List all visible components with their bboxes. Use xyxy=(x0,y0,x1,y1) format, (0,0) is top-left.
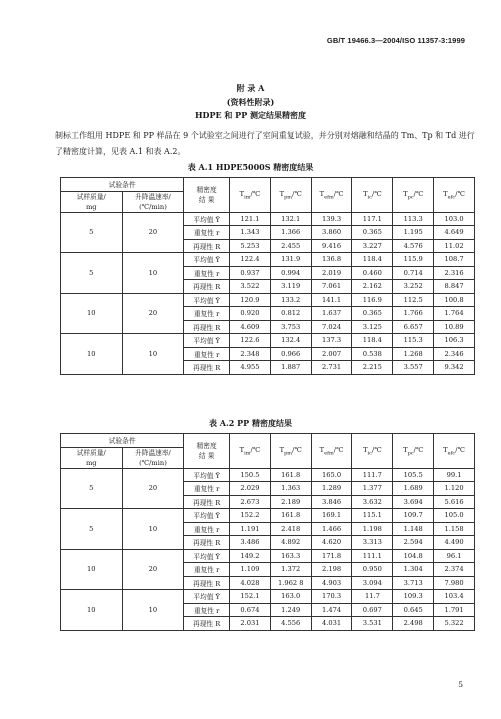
col-header-5: $T_{efc}/℃$ xyxy=(434,178,475,213)
value-cell: 1.289 xyxy=(311,482,352,496)
value-cell: 132.4 xyxy=(270,334,311,348)
value-cell: 1.109 xyxy=(229,563,270,577)
row-label: 重复性 r xyxy=(184,603,230,617)
rate-cell: 10 xyxy=(122,253,184,294)
value-cell: 4.556 xyxy=(270,617,311,631)
row-label: 重复性 r xyxy=(184,563,230,577)
table-pp xyxy=(60,433,475,631)
value-cell: 2.189 xyxy=(270,495,311,509)
rate-cell: 20 xyxy=(122,212,184,253)
value-cell: 100.8 xyxy=(434,293,475,307)
mass-header: 试样质量/ mg xyxy=(61,191,123,212)
value-cell: 133.2 xyxy=(270,293,311,307)
mass-cell: 5 xyxy=(61,212,123,253)
value-cell: 1.343 xyxy=(229,226,270,240)
mass-cell: 10 xyxy=(61,293,123,334)
value-cell: 137.3 xyxy=(311,334,352,348)
value-cell: 5.322 xyxy=(434,617,475,631)
col-header-4: $T_{pc}/℃$ xyxy=(393,178,434,213)
value-cell: 7.980 xyxy=(434,576,475,590)
row-label: 再现性 R xyxy=(184,617,230,631)
value-cell: 3.094 xyxy=(352,576,393,590)
row-label: 再现性 R xyxy=(184,536,230,550)
value-cell: 3.860 xyxy=(311,226,352,240)
table-row xyxy=(61,509,475,523)
value-cell: 1.887 xyxy=(270,361,311,375)
value-cell: 3.252 xyxy=(393,280,434,294)
value-cell: 121.1 xyxy=(229,212,270,226)
value-cell: 117.1 xyxy=(352,212,393,226)
value-cell: 0.966 xyxy=(270,347,311,361)
value-cell: 106.3 xyxy=(434,334,475,348)
row-label: 重复性 r xyxy=(184,482,230,496)
table-hdpe xyxy=(60,177,475,375)
value-cell: 0.937 xyxy=(229,266,270,280)
value-cell: 3.753 xyxy=(270,320,311,334)
mass-cell: 5 xyxy=(61,468,123,509)
value-cell: 122.6 xyxy=(229,334,270,348)
value-cell: 165.0 xyxy=(311,468,352,482)
intro-paragraph: 制标工作组用 HDPE 和 PP 样品在 9 个试验室之间进行了室间重复试验，并分别对熔融和结晶的 Tm、Tp 和 Td 进行了精密度计算，见表 A.1 和表 A.2。 xyxy=(55,131,475,156)
mass-cell: 10 xyxy=(61,549,123,590)
value-cell: 2.594 xyxy=(393,536,434,550)
col-header-3: $T_{ic}/℃$ xyxy=(352,178,393,213)
page-header: GB/T 19466.3—2004/ISO 11357-3:1999 xyxy=(326,36,465,45)
value-cell: 1.120 xyxy=(434,482,475,496)
value-cell: 152.2 xyxy=(229,509,270,523)
value-cell: 1.198 xyxy=(352,522,393,536)
value-cell: 170.3 xyxy=(311,590,352,604)
rate-cell: 20 xyxy=(122,468,184,509)
table-row xyxy=(61,293,475,307)
rate-cell: 10 xyxy=(122,509,184,550)
value-cell: 169.1 xyxy=(311,509,352,523)
value-cell: 0.645 xyxy=(393,603,434,617)
value-cell: 149.2 xyxy=(229,549,270,563)
table-row xyxy=(61,468,475,482)
value-cell: 0.994 xyxy=(270,266,311,280)
value-cell: 0.674 xyxy=(229,603,270,617)
value-cell: 1.466 xyxy=(311,522,352,536)
row-label: 平均值 Ȳ xyxy=(184,509,230,523)
row-label: 平均值 Ȳ xyxy=(184,590,230,604)
value-cell: 3.846 xyxy=(311,495,352,509)
value-cell: 115.1 xyxy=(352,509,393,523)
value-cell: 3.227 xyxy=(352,239,393,253)
value-cell: 113.3 xyxy=(393,212,434,226)
value-cell: 120.9 xyxy=(229,293,270,307)
row-label: 再现性 R xyxy=(184,576,230,590)
row-label: 重复性 r xyxy=(184,226,230,240)
value-cell: 4.028 xyxy=(229,576,270,590)
value-cell: 1.637 xyxy=(311,307,352,321)
value-cell: 1.268 xyxy=(393,347,434,361)
col-header-4: $T_{pc}/℃$ xyxy=(393,434,434,469)
value-cell: 115.3 xyxy=(393,334,434,348)
value-cell: 1.766 xyxy=(393,307,434,321)
value-cell: 163.0 xyxy=(270,590,311,604)
value-cell: 171.8 xyxy=(311,549,352,563)
value-cell: 1.195 xyxy=(393,226,434,240)
value-cell: 4.609 xyxy=(229,320,270,334)
value-cell: 4.031 xyxy=(311,617,352,631)
value-cell: 2.031 xyxy=(229,617,270,631)
mass-cell: 10 xyxy=(61,334,123,375)
value-cell: 3.522 xyxy=(229,280,270,294)
value-cell: 1.372 xyxy=(270,563,311,577)
value-cell: 118.4 xyxy=(352,334,393,348)
test-conditions-header: 试验条件 xyxy=(61,434,184,448)
value-cell: 1.249 xyxy=(270,603,311,617)
row-label: 重复性 r xyxy=(184,307,230,321)
value-cell: 111.7 xyxy=(352,468,393,482)
value-cell: 1.689 xyxy=(393,482,434,496)
value-cell: 163.3 xyxy=(270,549,311,563)
value-cell: 3.531 xyxy=(352,617,393,631)
value-cell: 3.486 xyxy=(229,536,270,550)
value-cell: 1.304 xyxy=(393,563,434,577)
precision-header: 精密度 结 果 xyxy=(184,178,230,213)
value-cell: 9.416 xyxy=(311,239,352,253)
value-cell: 3.557 xyxy=(393,361,434,375)
row-label: 再现性 R xyxy=(184,495,230,509)
value-cell: 4.576 xyxy=(393,239,434,253)
rate-cell: 10 xyxy=(122,590,184,631)
table-row xyxy=(61,549,475,563)
value-cell: 1.148 xyxy=(393,522,434,536)
value-cell: 2.316 xyxy=(434,266,475,280)
value-cell: 131.9 xyxy=(270,253,311,267)
appendix-title: 附 录 A xyxy=(236,83,265,93)
col-header-2: $T_{efm}/℃$ xyxy=(311,434,352,469)
value-cell: 111.1 xyxy=(352,549,393,563)
value-cell: 2.348 xyxy=(229,347,270,361)
value-cell: 0.950 xyxy=(352,563,393,577)
value-cell: 116.9 xyxy=(352,293,393,307)
page-number: 5 xyxy=(458,680,463,689)
value-cell: 4.490 xyxy=(434,536,475,550)
value-cell: 108.7 xyxy=(434,253,475,267)
col-header-5: $T_{efc}/℃$ xyxy=(434,434,475,469)
value-cell: 2.029 xyxy=(229,482,270,496)
value-cell: 152.1 xyxy=(229,590,270,604)
value-cell: 7.024 xyxy=(311,320,352,334)
value-cell: 0.697 xyxy=(352,603,393,617)
value-cell: 0.714 xyxy=(393,266,434,280)
value-cell: 4.903 xyxy=(311,576,352,590)
value-cell: 103.0 xyxy=(434,212,475,226)
col-header-0: $T_{im}/℃$ xyxy=(229,178,270,213)
value-cell: 1.366 xyxy=(270,226,311,240)
rate-cell: 10 xyxy=(122,334,184,375)
value-cell: 136.8 xyxy=(311,253,352,267)
value-cell: 0.812 xyxy=(270,307,311,321)
row-label: 再现性 R xyxy=(184,361,230,375)
value-cell: 0.365 xyxy=(352,307,393,321)
value-cell: 103.4 xyxy=(434,590,475,604)
value-cell: 2.162 xyxy=(352,280,393,294)
value-cell: 122.4 xyxy=(229,253,270,267)
value-cell: 161.8 xyxy=(270,468,311,482)
rate-header: 升降温速率/ (℃/min) xyxy=(122,191,184,212)
table2-caption: 表 A.2 PP 精密度结果 xyxy=(209,418,292,428)
value-cell: 2.455 xyxy=(270,239,311,253)
value-cell: 1.363 xyxy=(270,482,311,496)
value-cell: 109.7 xyxy=(393,509,434,523)
table-row xyxy=(61,212,475,226)
appendix-type: (资料性附录) xyxy=(226,97,275,107)
value-cell: 7.061 xyxy=(311,280,352,294)
value-cell: 1.764 xyxy=(434,307,475,321)
value-cell: 1.191 xyxy=(229,522,270,536)
rate-cell: 20 xyxy=(122,549,184,590)
mass-cell: 5 xyxy=(61,253,123,294)
value-cell: 8.847 xyxy=(434,280,475,294)
precision-header: 精密度 结 果 xyxy=(184,434,230,469)
value-cell: 6.657 xyxy=(393,320,434,334)
value-cell: 2.198 xyxy=(311,563,352,577)
value-cell: 104.8 xyxy=(393,549,434,563)
rate-cell: 20 xyxy=(122,293,184,334)
table-row xyxy=(61,334,475,348)
value-cell: 1.962 8 xyxy=(270,576,311,590)
table-row xyxy=(61,590,475,604)
value-cell: 2.019 xyxy=(311,266,352,280)
value-cell: 3.119 xyxy=(270,280,311,294)
value-cell: 2.346 xyxy=(434,347,475,361)
value-cell: 11.02 xyxy=(434,239,475,253)
mass-header: 试样质量/ mg xyxy=(61,447,123,468)
test-conditions-header: 试验条件 xyxy=(61,178,184,192)
appendix-name: HDPE 和 PP 测定结果精密度 xyxy=(195,110,306,120)
table1-caption: 表 A.1 HDPE5000S 精密度结果 xyxy=(187,162,314,172)
value-cell: 2.673 xyxy=(229,495,270,509)
value-cell: 1.474 xyxy=(311,603,352,617)
value-cell: 4.649 xyxy=(434,226,475,240)
row-label: 平均值 Ȳ xyxy=(184,334,230,348)
value-cell: 3.713 xyxy=(393,576,434,590)
row-label: 重复性 r xyxy=(184,266,230,280)
value-cell: 96.1 xyxy=(434,549,475,563)
value-cell: 11.7 xyxy=(352,590,393,604)
value-cell: 112.5 xyxy=(393,293,434,307)
value-cell: 1.377 xyxy=(352,482,393,496)
row-label: 重复性 r xyxy=(184,522,230,536)
value-cell: 1.158 xyxy=(434,522,475,536)
value-cell: 2.498 xyxy=(393,617,434,631)
row-label: 再现性 R xyxy=(184,280,230,294)
col-header-3: $T_{ic}/℃$ xyxy=(352,434,393,469)
value-cell: 0.920 xyxy=(229,307,270,321)
row-label: 重复性 r xyxy=(184,347,230,361)
value-cell: 0.538 xyxy=(352,347,393,361)
value-cell: 2.418 xyxy=(270,522,311,536)
mass-cell: 10 xyxy=(61,590,123,631)
row-label: 平均值 Ȳ xyxy=(184,468,230,482)
value-cell: 141.1 xyxy=(311,293,352,307)
value-cell: 4.620 xyxy=(311,536,352,550)
value-cell: 115.9 xyxy=(393,253,434,267)
value-cell: 139.3 xyxy=(311,212,352,226)
col-header-0: $T_{im}/℃$ xyxy=(229,434,270,469)
value-cell: 3.313 xyxy=(352,536,393,550)
value-cell: 3.694 xyxy=(393,495,434,509)
row-label: 再现性 R xyxy=(184,320,230,334)
value-cell: 2.374 xyxy=(434,563,475,577)
value-cell: 0.365 xyxy=(352,226,393,240)
row-label: 再现性 R xyxy=(184,239,230,253)
value-cell: 118.4 xyxy=(352,253,393,267)
value-cell: 105.5 xyxy=(393,468,434,482)
value-cell: 109.3 xyxy=(393,590,434,604)
value-cell: 99.1 xyxy=(434,468,475,482)
value-cell: 5.253 xyxy=(229,239,270,253)
value-cell: 150.5 xyxy=(229,468,270,482)
value-cell: 105.0 xyxy=(434,509,475,523)
table-row xyxy=(61,253,475,267)
value-cell: 5.616 xyxy=(434,495,475,509)
col-header-1: $T_{pm}/℃$ xyxy=(270,434,311,469)
row-label: 平均值 Ȳ xyxy=(184,212,230,226)
value-cell: 4.892 xyxy=(270,536,311,550)
value-cell: 0.460 xyxy=(352,266,393,280)
row-label: 平均值 Ȳ xyxy=(184,549,230,563)
value-cell: 10.89 xyxy=(434,320,475,334)
row-label: 平均值 Ȳ xyxy=(184,293,230,307)
value-cell: 3.632 xyxy=(352,495,393,509)
value-cell: 2.731 xyxy=(311,361,352,375)
value-cell: 9.342 xyxy=(434,361,475,375)
value-cell: 3.125 xyxy=(352,320,393,334)
value-cell: 2.215 xyxy=(352,361,393,375)
row-label: 平均值 Ȳ xyxy=(184,253,230,267)
col-header-2: $T_{efm}/℃$ xyxy=(311,178,352,213)
value-cell: 4.955 xyxy=(229,361,270,375)
value-cell: 132.1 xyxy=(270,212,311,226)
col-header-1: $T_{pm}/℃$ xyxy=(270,178,311,213)
value-cell: 2.007 xyxy=(311,347,352,361)
value-cell: 161.8 xyxy=(270,509,311,523)
value-cell: 1.791 xyxy=(434,603,475,617)
rate-header: 升降温速率/ (℃/min) xyxy=(122,447,184,468)
mass-cell: 5 xyxy=(61,509,123,550)
